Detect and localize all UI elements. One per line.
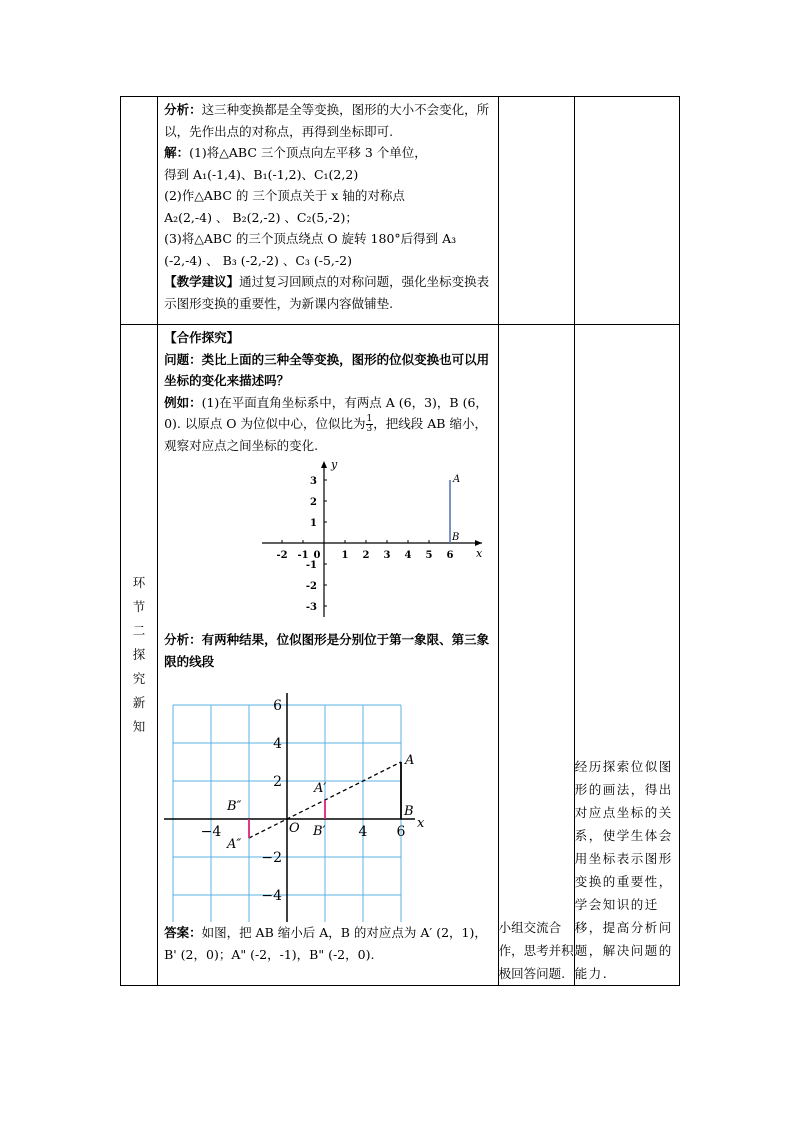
x-tick-label: 0 — [313, 550, 321, 561]
y-tick-label: −2 — [261, 850, 283, 866]
x-tick-label: 4 — [358, 824, 368, 840]
point-b-label: B — [404, 804, 414, 819]
stage-cell — [121, 325, 158, 986]
point-b1-label: B′ — [313, 824, 326, 839]
example-label: 例如： — [164, 394, 202, 410]
point-a1-label: A′ — [314, 781, 327, 796]
fraction-denominator: 3 — [366, 424, 373, 434]
solution-step-1b: 得到 A₁(-1,4)、B₁(-1,2)、C₁(2,2) — [164, 166, 359, 182]
question-label: 问题： — [164, 351, 202, 367]
activity-cell-empty — [498, 97, 574, 325]
x-tick-label: 2 — [362, 550, 370, 561]
analysis-2: 分析：有两种结果，位似图形是分别位于第一象限、第三象限的线段 — [164, 632, 490, 669]
point-b2-label: B″ — [227, 799, 242, 814]
table-row — [121, 97, 680, 325]
design-intent: 经历探索位似图形的画法，得出对应点坐标的关系，使学生体会用坐标表示图形变换的重要性，学会知识的迁移，提高分析问题，解决问题的能力. — [574, 759, 673, 981]
answer-text: 如图，把 AB 缩小后 A，B 的对应点为 A′ (2，1)，B' (2，0)；A" (-2，-1)，B" (-2，0). — [164, 925, 487, 962]
y-tick-label: -3 — [305, 602, 318, 613]
stage-char: 节 — [132, 599, 146, 614]
content-cell — [158, 325, 499, 986]
x-tick-label: -2 — [276, 550, 288, 561]
y-tick-label: 4 — [273, 736, 283, 752]
y-tick-label: 2 — [310, 497, 318, 508]
advice-text: 通过复习回顾点的对称问题，强化坐标变换表示图形变换的重要性，为新课内容做铺垫. — [164, 274, 490, 311]
content-cell — [158, 97, 499, 325]
y-tick-label: -1 — [305, 560, 318, 571]
x-tick-label: -1 — [297, 550, 309, 561]
solution-label: 解： — [164, 145, 190, 160]
x-axis-label: x — [476, 547, 483, 560]
x-tick-label: 3 — [383, 550, 391, 561]
analysis-label: 分析： — [164, 102, 202, 117]
stage-char: 二 — [132, 623, 146, 638]
x-tick-label: 1 — [341, 550, 349, 561]
x-tick-label: 6 — [446, 550, 454, 561]
stage-char: 探 — [132, 647, 146, 662]
y-tick-label: 2 — [273, 774, 283, 790]
stage-char: 知 — [132, 719, 146, 734]
y-axis-label: y — [331, 459, 338, 471]
coop-label: 【合作探究】 — [164, 330, 240, 345]
solution-step-2: (2)作△ABC 的 三个顶点关于 x 轴的对称点 — [164, 188, 405, 203]
point-a-label: A — [453, 474, 461, 485]
x-axis-arrow — [475, 540, 482, 546]
solution-step-1: (1)将△ABC 三个顶点向左平移 3 个单位， — [189, 145, 427, 160]
example-text-b: ，把线段 AB 缩小，观察对应点之间坐标的变化. — [164, 416, 487, 453]
advice-label: 【教学建议】 — [164, 274, 240, 289]
coordinate-graph-2 — [164, 674, 490, 922]
student-activity-cell — [498, 325, 574, 986]
stage-char: 环 — [132, 575, 146, 590]
y-tick-label: −4 — [261, 888, 283, 904]
student-activity: 小组交流合作，思考并积极回答问题. — [498, 920, 574, 981]
x-tick-label: 4 — [404, 550, 412, 561]
design-intent-cell — [574, 325, 679, 986]
stage-char: 究 — [132, 671, 146, 686]
table-row — [121, 325, 680, 986]
lesson-table — [120, 96, 680, 986]
x-axis-label: x — [417, 816, 425, 831]
stage-char: 新 — [132, 695, 146, 710]
answer-label: 答案： — [164, 925, 202, 940]
y-axis-arrow — [321, 461, 327, 468]
solution-step-3: (3)将△ABC 的三个顶点绕点 O 旋转 180°后得到 A₃ — [164, 231, 457, 246]
fraction-numerator: 1 — [366, 414, 373, 424]
coordinate-graph-1 — [164, 459, 490, 627]
point-b-label: B — [452, 532, 460, 543]
question-text: 类比上面的三种全等变换，图形的位似变换也可以用坐标的变化来描述吗？ — [164, 351, 490, 388]
solution-step-3b: (-2,-4) 、 B₃ (-2,-2) 、C₃ (-5,-2) — [164, 252, 352, 268]
x-tick-label: 5 — [425, 550, 433, 561]
y-tick-label: 1 — [310, 518, 318, 529]
stage-cell-empty — [121, 97, 158, 325]
origin-label: O — [289, 821, 300, 836]
x-tick-label: 6 — [396, 824, 406, 840]
y-tick-label: -2 — [305, 581, 318, 592]
point-a2-label: A″ — [227, 837, 242, 852]
solution-step-2b: A₂(2,-4) 、 B₂(2,-2) 、C₂(5,-2)； — [164, 209, 358, 225]
y-tick-label: 3 — [310, 476, 318, 487]
y-tick-label: 6 — [273, 698, 283, 714]
point-a-label: A — [405, 753, 415, 768]
example-text-a: (1)在平面直角坐标系中，有两点 A (6，3)，B (6，0). 以原点 O 为位似中心，位似比为 — [164, 394, 488, 431]
analysis-text: 这三种变换都是全等变换，图形的大小不会变化，所以，先作出点的对称点，再得到坐标即可. — [164, 102, 490, 139]
x-tick-label: −4 — [200, 824, 222, 840]
intent-cell-empty — [574, 97, 679, 325]
